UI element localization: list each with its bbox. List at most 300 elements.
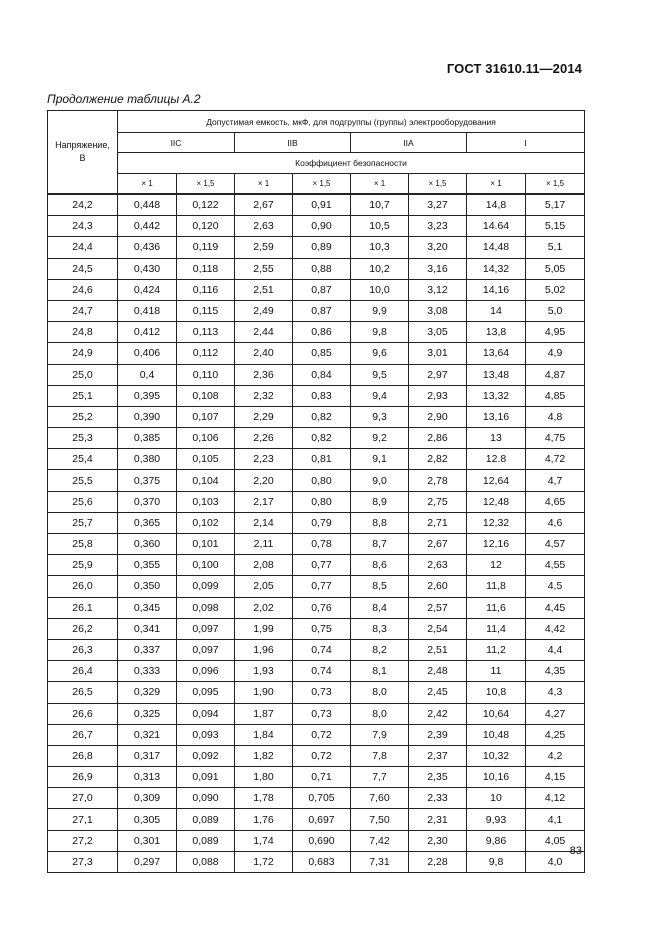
capacitance-cell: 2,30: [409, 830, 467, 851]
capacitance-cell: 1,74: [235, 830, 293, 851]
capacitance-cell: 1,87: [235, 703, 293, 724]
capacitance-cell: 2,78: [409, 470, 467, 491]
capacitance-cell: 4,4: [526, 639, 585, 660]
factor-header: × 1: [235, 174, 293, 195]
capacitance-cell: 2,20: [235, 470, 293, 491]
capacitance-cell: 0,305: [118, 809, 177, 830]
capacitance-cell: 0,72: [293, 745, 351, 766]
capacitance-cell: 0,097: [177, 639, 235, 660]
capacitance-cell: 2,49: [235, 300, 293, 321]
capacitance-cell: 0,418: [118, 300, 177, 321]
capacitance-cell: 0,093: [177, 724, 235, 745]
voltage-cell: 24,8: [48, 322, 118, 343]
capacitance-cell: 2,33: [409, 788, 467, 809]
capacitance-cell: 0,406: [118, 343, 177, 364]
table-row: [48, 851, 585, 872]
voltage-cell: 25,3: [48, 428, 118, 449]
capacitance-cell: 13,32: [467, 385, 526, 406]
capacitance-cell: 0,73: [293, 682, 351, 703]
capacitance-cell: 10,16: [467, 767, 526, 788]
voltage-cell: 26,4: [48, 661, 118, 682]
capacitance-cell: 0,096: [177, 661, 235, 682]
table-row: [48, 470, 585, 491]
capacitance-cell: 14,32: [467, 258, 526, 279]
capacitance-cell: 0,705: [293, 788, 351, 809]
capacitance-cell: 0,76: [293, 597, 351, 618]
capacitance-cell: 0,099: [177, 576, 235, 597]
capacitance-cell: 12,64: [467, 470, 526, 491]
capacitance-cell: 0,395: [118, 385, 177, 406]
capacitance-cell: 2,14: [235, 512, 293, 533]
capacitance-cell: 4,85: [526, 385, 585, 406]
capacitance-cell: 12,16: [467, 534, 526, 555]
capacitance-cell: 11,8: [467, 576, 526, 597]
voltage-cell: 26,7: [48, 724, 118, 745]
capacitance-cell: 2,60: [409, 576, 467, 597]
capacitance-cell: 8,8: [351, 512, 409, 533]
capacitance-cell: 2,31: [409, 809, 467, 830]
capacitance-cell: 2,57: [409, 597, 467, 618]
capacitance-cell: 9,9: [351, 300, 409, 321]
subgroup-header-i: I: [467, 133, 585, 153]
voltage-cell: 24,9: [48, 343, 118, 364]
capacitance-cell: 0,690: [293, 830, 351, 851]
table-row: [48, 216, 585, 237]
table-row: [48, 449, 585, 470]
capacitance-cell: 4,72: [526, 449, 585, 470]
capacitance-cell: 10,48: [467, 724, 526, 745]
capacitance-cell: 14.64: [467, 216, 526, 237]
capacitance-cell: 2,51: [409, 639, 467, 660]
capacitance-cell: 0,88: [293, 258, 351, 279]
capacitance-cell: 4,25: [526, 724, 585, 745]
capacitance-cell: 0,350: [118, 576, 177, 597]
capacitance-cell: 0,094: [177, 703, 235, 724]
table-caption: Продолжение таблицы А.2: [47, 92, 201, 106]
capacitance-cell: 2,40: [235, 343, 293, 364]
capacitance-cell: 0,77: [293, 555, 351, 576]
capacitance-cell: 4,87: [526, 364, 585, 385]
capacitance-cell: 2,90: [409, 406, 467, 427]
capacitance-cell: 5,17: [526, 194, 585, 216]
capacitance-cell: 0,333: [118, 661, 177, 682]
capacitance-cell: 4,5: [526, 576, 585, 597]
capacitance-cell: 0,321: [118, 724, 177, 745]
capacitance-cell: 2,55: [235, 258, 293, 279]
capacitance-cell: 0,119: [177, 237, 235, 258]
capacitance-cell: 2,02: [235, 597, 293, 618]
capacitance-cell: 0,370: [118, 491, 177, 512]
table-row: [48, 385, 585, 406]
voltage-cell: 25,8: [48, 534, 118, 555]
capacitance-cell: 9,2: [351, 428, 409, 449]
capacitance-cell: 7,9: [351, 724, 409, 745]
capacitance-cell: 2,54: [409, 618, 467, 639]
capacitance-cell: 8,0: [351, 703, 409, 724]
capacitance-cell: 0,85: [293, 343, 351, 364]
capacitance-cell: 0,088: [177, 851, 235, 872]
capacitance-cell: 0,365: [118, 512, 177, 533]
capacitance-cell: 0,329: [118, 682, 177, 703]
capacitance-cell: 2,37: [409, 745, 467, 766]
capacitance-cell: 0,101: [177, 534, 235, 555]
capacitance-cell: 8,5: [351, 576, 409, 597]
factor-header: × 1,5: [293, 174, 351, 195]
capacitance-cell: 0,107: [177, 406, 235, 427]
table-row: [48, 661, 585, 682]
capacitance-cell: 10,3: [351, 237, 409, 258]
capacitance-cell: 3,20: [409, 237, 467, 258]
capacitance-cell: 1,90: [235, 682, 293, 703]
capacitance-cell: 11,4: [467, 618, 526, 639]
table-body: [48, 194, 585, 873]
capacitance-cell: 4,57: [526, 534, 585, 555]
capacitance-cell: 9,8: [351, 322, 409, 343]
capacitance-cell: 0,309: [118, 788, 177, 809]
capacitance-cell: 0,74: [293, 661, 351, 682]
capacitance-cell: 0,089: [177, 809, 235, 830]
capacitance-cell: 0,4: [118, 364, 177, 385]
capacitance-cell: 1,76: [235, 809, 293, 830]
capacitance-cell: 5,15: [526, 216, 585, 237]
capacitance-cell: 0,110: [177, 364, 235, 385]
capacitance-cell: 0,103: [177, 491, 235, 512]
capacitance-cell: 11: [467, 661, 526, 682]
capacitance-cell: 2,08: [235, 555, 293, 576]
capacitance-cell: 0,116: [177, 279, 235, 300]
safety-factor-header: Коэффициент безопасности: [118, 153, 585, 174]
capacitance-cell: 9,86: [467, 830, 526, 851]
capacitance-cell: 0,090: [177, 788, 235, 809]
document-code: ГОСТ 31610.11—2014: [446, 61, 582, 76]
capacitance-cell: 0,424: [118, 279, 177, 300]
capacitance-cell: 0,313: [118, 767, 177, 788]
subgroup-header-iia: IIA: [351, 133, 467, 153]
capacitance-cell: 4,6: [526, 512, 585, 533]
capacitance-cell: 0,355: [118, 555, 177, 576]
voltage-cell: 27,2: [48, 830, 118, 851]
capacitance-cell: 0,325: [118, 703, 177, 724]
capacitance-cell: 14,8: [467, 194, 526, 216]
capacitance-cell: 14,16: [467, 279, 526, 300]
capacitance-cell: 0,120: [177, 216, 235, 237]
voltage-cell: 25,0: [48, 364, 118, 385]
table-row: [48, 258, 585, 279]
capacitance-cell: 8,7: [351, 534, 409, 555]
capacitance-cell: 1,93: [235, 661, 293, 682]
capacitance-cell: 10,5: [351, 216, 409, 237]
capacitance-cell: 3,16: [409, 258, 467, 279]
capacitance-cell: 4,95: [526, 322, 585, 343]
capacitance-cell: 1,96: [235, 639, 293, 660]
capacitance-cell: 0,091: [177, 767, 235, 788]
capacitance-cell: 7,60: [351, 788, 409, 809]
capacitance-cell: 0,72: [293, 724, 351, 745]
capacitance-cell: 0,115: [177, 300, 235, 321]
capacitance-cell: 0,122: [177, 194, 235, 216]
capacitance-cell: 0,86: [293, 322, 351, 343]
capacitance-cell: 0,87: [293, 300, 351, 321]
capacitance-cell: 0,78: [293, 534, 351, 555]
capacitance-cell: 13: [467, 428, 526, 449]
capacitance-cell: 0,112: [177, 343, 235, 364]
table-row: [48, 555, 585, 576]
capacitance-cell: 0,297: [118, 851, 177, 872]
capacitance-cell: 0,412: [118, 322, 177, 343]
capacitance-cell: 2,63: [409, 555, 467, 576]
table-row: [48, 300, 585, 321]
capacitance-cell: 4,75: [526, 428, 585, 449]
capacitance-cell: 0,100: [177, 555, 235, 576]
subgroup-header-iic: IIC: [118, 133, 235, 153]
voltage-header-line2: В: [79, 153, 86, 163]
factor-header: × 1: [118, 174, 177, 195]
capacitance-cell: 2,11: [235, 534, 293, 555]
capacitance-cell: 0,75: [293, 618, 351, 639]
capacitance-cell: 2,29: [235, 406, 293, 427]
capacitance-cell: 1,80: [235, 767, 293, 788]
capacitance-cell: 2,17: [235, 491, 293, 512]
capacitance-cell: 0,113: [177, 322, 235, 343]
capacitance-cell: 13,64: [467, 343, 526, 364]
capacitance-cell: 2,71: [409, 512, 467, 533]
capacitance-cell: 0,097: [177, 618, 235, 639]
capacitance-cell: 13,8: [467, 322, 526, 343]
capacitance-cell: 0,317: [118, 745, 177, 766]
table-row: [48, 724, 585, 745]
capacitance-cell: 4,65: [526, 491, 585, 512]
voltage-cell: 26,0: [48, 576, 118, 597]
factor-header: × 1,5: [409, 174, 467, 195]
capacitance-cell: 7,7: [351, 767, 409, 788]
capacitance-table: [47, 110, 585, 873]
factor-header: × 1,5: [177, 174, 235, 195]
capacitance-cell: 9,5: [351, 364, 409, 385]
capacitance-cell: 7,50: [351, 809, 409, 830]
voltage-cell: 24,4: [48, 237, 118, 258]
capacitance-cell: 0,301: [118, 830, 177, 851]
capacitance-cell: 1,84: [235, 724, 293, 745]
voltage-cell: 25,6: [48, 491, 118, 512]
capacitance-cell: 7,31: [351, 851, 409, 872]
voltage-cell: 24,5: [48, 258, 118, 279]
capacitance-cell: 0,74: [293, 639, 351, 660]
capacitance-cell: 3,01: [409, 343, 467, 364]
table-row: [48, 809, 585, 830]
capacitance-cell: 9,0: [351, 470, 409, 491]
voltage-cell: 26,9: [48, 767, 118, 788]
capacitance-cell: 13,48: [467, 364, 526, 385]
table-row: [48, 682, 585, 703]
voltage-cell: 25,9: [48, 555, 118, 576]
voltage-cell: 25,4: [48, 449, 118, 470]
table-row: [48, 830, 585, 851]
capacitance-cell: 7,42: [351, 830, 409, 851]
capacitance-cell: 0,104: [177, 470, 235, 491]
capacitance-cell: 5,05: [526, 258, 585, 279]
capacitance-cell: 0,345: [118, 597, 177, 618]
capacitance-cell: 0,105: [177, 449, 235, 470]
voltage-cell: 26,5: [48, 682, 118, 703]
capacitance-cell: 0,442: [118, 216, 177, 237]
voltage-cell: 25,7: [48, 512, 118, 533]
capacitance-cell: 0,87: [293, 279, 351, 300]
capacitance-cell: 0,448: [118, 194, 177, 216]
capacitance-cell: 4,42: [526, 618, 585, 639]
capacitance-cell: 2,26: [235, 428, 293, 449]
capacitance-cell: 0,390: [118, 406, 177, 427]
capacitance-cell: 5,1: [526, 237, 585, 258]
table-row: [48, 406, 585, 427]
capacitance-cell: 0,71: [293, 767, 351, 788]
capacitance-cell: 13,16: [467, 406, 526, 427]
capacitance-cell: 0,380: [118, 449, 177, 470]
table-row: [48, 703, 585, 724]
capacitance-cell: 8,4: [351, 597, 409, 618]
voltage-cell: 24,3: [48, 216, 118, 237]
table-row: [48, 237, 585, 258]
capacitance-cell: 10,2: [351, 258, 409, 279]
capacitance-cell: 0,098: [177, 597, 235, 618]
capacitance-cell: 9,4: [351, 385, 409, 406]
capacitance-cell: 0,89: [293, 237, 351, 258]
capacitance-cell: 2,42: [409, 703, 467, 724]
table-row: [48, 364, 585, 385]
capacitance-cell: 8,2: [351, 639, 409, 660]
capacitance-cell: 3,23: [409, 216, 467, 237]
capacitance-cell: 14,48: [467, 237, 526, 258]
capacitance-cell: 4,12: [526, 788, 585, 809]
capacitance-cell: 0,108: [177, 385, 235, 406]
capacitance-cell: 8,1: [351, 661, 409, 682]
capacitance-cell: 3,05: [409, 322, 467, 343]
table-row: [48, 428, 585, 449]
capacitance-cell: 9,6: [351, 343, 409, 364]
capacitance-cell: 0,385: [118, 428, 177, 449]
capacitance-cell: 0,80: [293, 491, 351, 512]
capacitance-cell: 2,75: [409, 491, 467, 512]
factor-header: × 1: [467, 174, 526, 195]
capacitance-cell: 4,27: [526, 703, 585, 724]
capacitance-cell: 14: [467, 300, 526, 321]
capacitance-cell: 3,12: [409, 279, 467, 300]
voltage-cell: 24,7: [48, 300, 118, 321]
table-row: [48, 322, 585, 343]
capacitance-cell: 0,82: [293, 406, 351, 427]
capacitance-cell: 11,6: [467, 597, 526, 618]
capacitance-cell: 4,45: [526, 597, 585, 618]
voltage-cell: 25,2: [48, 406, 118, 427]
voltage-cell: 27,1: [48, 809, 118, 830]
capacitance-cell: 0,90: [293, 216, 351, 237]
voltage-cell: 27,0: [48, 788, 118, 809]
voltage-cell: 26,6: [48, 703, 118, 724]
capacitance-cell: 2,93: [409, 385, 467, 406]
capacitance-cell: 2,97: [409, 364, 467, 385]
table-row: [48, 639, 585, 660]
voltage-cell: 24,2: [48, 194, 118, 216]
capacitance-cell: 8,0: [351, 682, 409, 703]
capacitance-cell: 2,45: [409, 682, 467, 703]
capacitance-cell: 2,67: [235, 194, 293, 216]
capacitance-cell: 7,8: [351, 745, 409, 766]
table-row: [48, 343, 585, 364]
capacitance-cell: 8,9: [351, 491, 409, 512]
capacitance-cell: 10,64: [467, 703, 526, 724]
capacitance-cell: 1,99: [235, 618, 293, 639]
capacitance-cell: 4,2: [526, 745, 585, 766]
capacitance-cell: 4,05: [526, 830, 585, 851]
capacitance-cell: 2,35: [409, 767, 467, 788]
capacitance-cell: 10,0: [351, 279, 409, 300]
table-row: [48, 194, 585, 216]
voltage-cell: 26,8: [48, 745, 118, 766]
capacitance-cell: 10,7: [351, 194, 409, 216]
voltage-cell: 25,1: [48, 385, 118, 406]
capacitance-cell: 4,1: [526, 809, 585, 830]
capacitance-cell: 2,63: [235, 216, 293, 237]
capacitance-cell: 0,79: [293, 512, 351, 533]
capacitance-cell: 0,341: [118, 618, 177, 639]
capacitance-cell: 11,2: [467, 639, 526, 660]
capacitance-cell: 5,0: [526, 300, 585, 321]
capacitance-cell: 2,59: [235, 237, 293, 258]
capacitance-cell: 2,32: [235, 385, 293, 406]
capacitance-cell: 0,106: [177, 428, 235, 449]
capacitance-cell: 9,8: [467, 851, 526, 872]
capacitance-cell: 2,51: [235, 279, 293, 300]
voltage-cell: 26,2: [48, 618, 118, 639]
capacitance-cell: 0,83: [293, 385, 351, 406]
capacitance-cell: 2,44: [235, 322, 293, 343]
capacitance-cell: 9,93: [467, 809, 526, 830]
table-row: [48, 491, 585, 512]
capacitance-cell: 3,08: [409, 300, 467, 321]
capacitance-cell: 4,35: [526, 661, 585, 682]
table-row: [48, 767, 585, 788]
capacitance-cell: 3,27: [409, 194, 467, 216]
capacitance-cell: 12.8: [467, 449, 526, 470]
capacitance-cell: 8,6: [351, 555, 409, 576]
capacitance-cell: 2,39: [409, 724, 467, 745]
capacitance-cell: 1,78: [235, 788, 293, 809]
capacitance-cell: 4,7: [526, 470, 585, 491]
capacitance-cell: 0,91: [293, 194, 351, 216]
capacitance-cell: 0,73: [293, 703, 351, 724]
capacitance-cell: 0,436: [118, 237, 177, 258]
capacitance-cell: 0,683: [293, 851, 351, 872]
capacitance-cell: 5,02: [526, 279, 585, 300]
capacitance-cell: 0,092: [177, 745, 235, 766]
capacitance-cell: 2,23: [235, 449, 293, 470]
capacitance-cell: 0,84: [293, 364, 351, 385]
capacitance-cell: 0,337: [118, 639, 177, 660]
capacitance-cell: 10,32: [467, 745, 526, 766]
capacitance-cell: 0,360: [118, 534, 177, 555]
capacitance-cell: 0,095: [177, 682, 235, 703]
capacitance-cell: 0,77: [293, 576, 351, 597]
capacitance-cell: 4,0: [526, 851, 585, 872]
capacitance-cell: 0,82: [293, 428, 351, 449]
page-number: 83: [569, 845, 582, 857]
capacitance-cell: 12,32: [467, 512, 526, 533]
table-row: [48, 597, 585, 618]
voltage-header-line1: Напряжение,: [55, 140, 110, 150]
table-row: [48, 576, 585, 597]
capacitance-cell: 1,82: [235, 745, 293, 766]
capacitance-cell: 12: [467, 555, 526, 576]
table-row: [48, 279, 585, 300]
